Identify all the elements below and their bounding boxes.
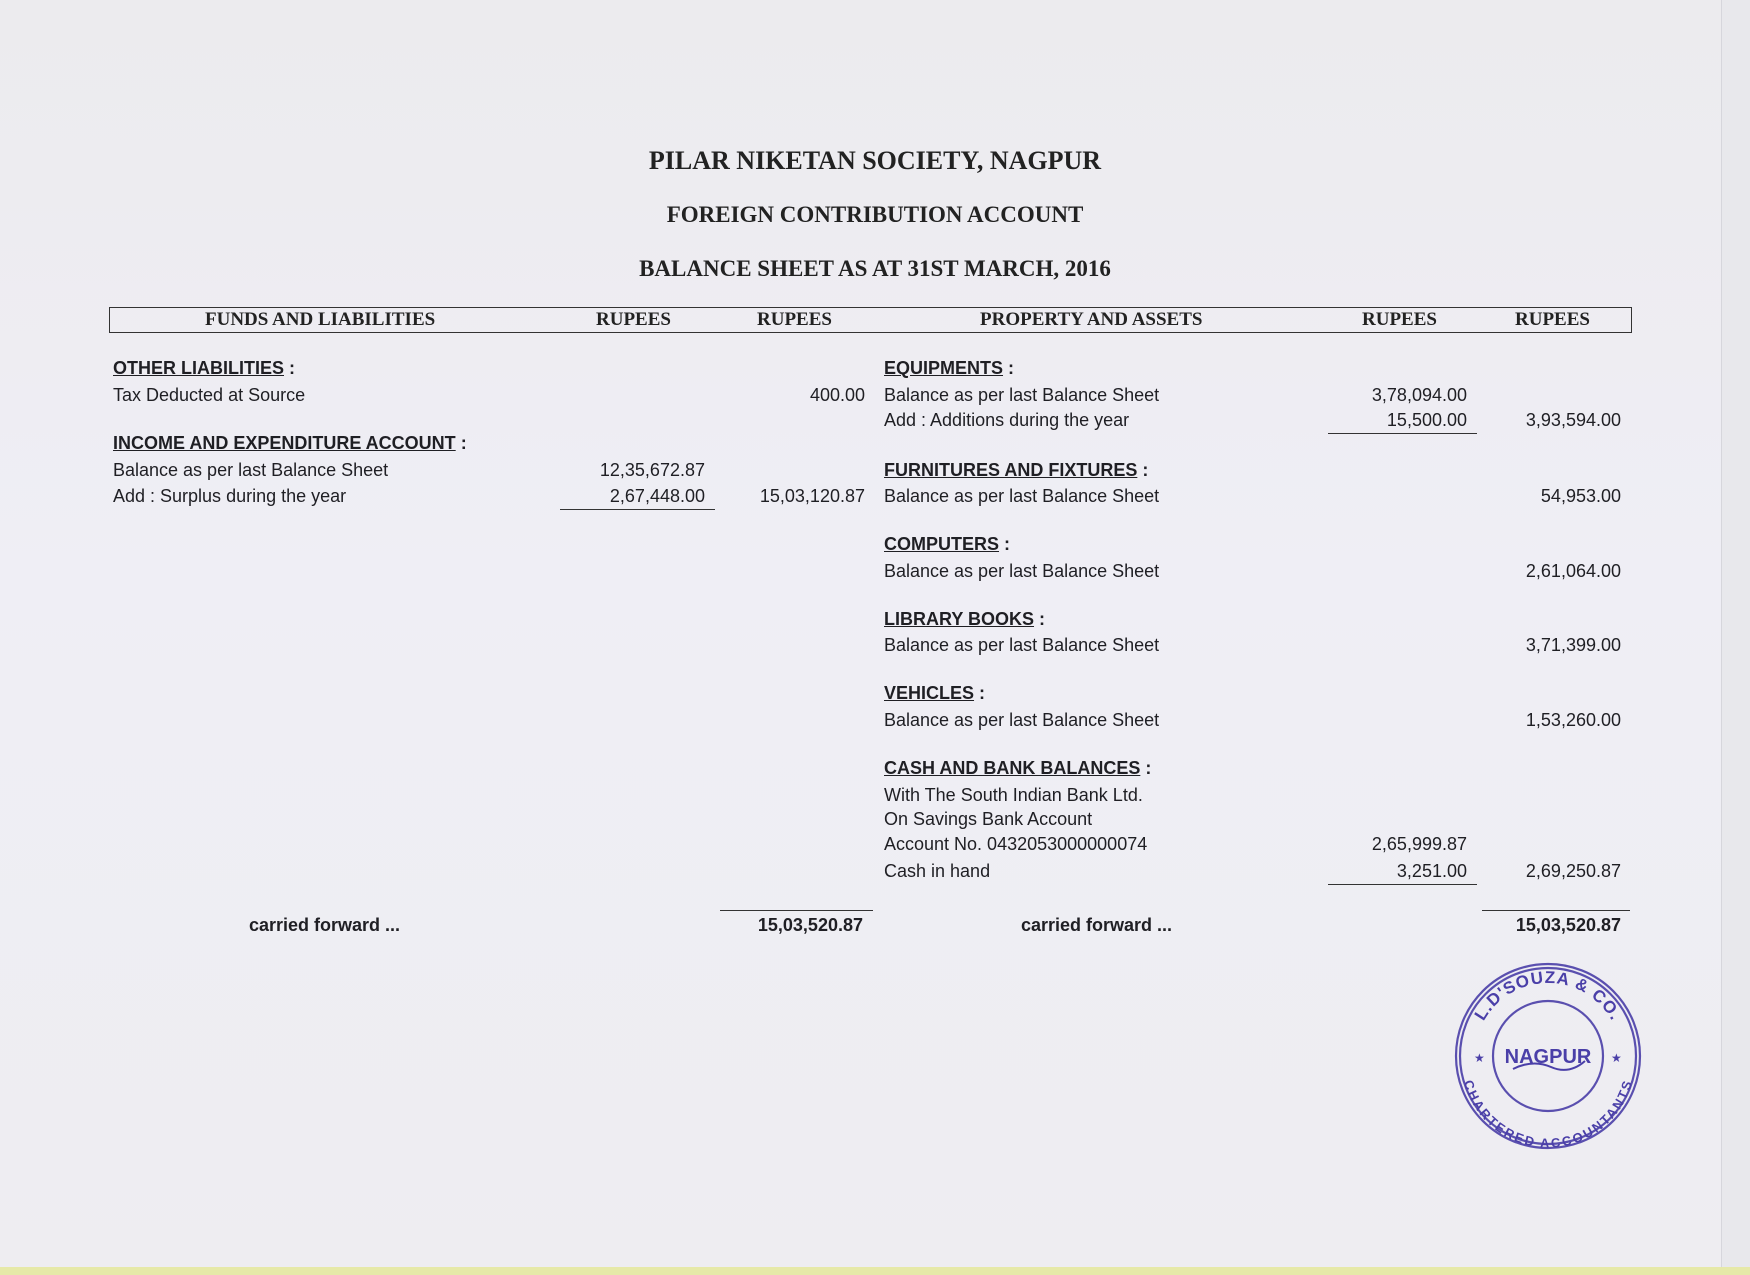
auditor-stamp xyxy=(1453,961,1643,1151)
cash-in-hand-amount: 3,251.00 xyxy=(1396,861,1467,881)
library-total: 3,71,399.00 xyxy=(1525,635,1621,655)
cash-total: 2,69,250.87 xyxy=(1525,861,1621,881)
vehicles-balance-label: Balance as per last Balance Sheet xyxy=(884,710,1160,730)
furnitures-heading: FURNITURES AND FIXTURES : xyxy=(884,460,1149,480)
cash-account-amount: 2,65,999.87 xyxy=(1371,834,1467,854)
ie-surplus-label: Add : Surplus during the year xyxy=(113,486,347,506)
equipments-additions-label: Add : Additions during the year xyxy=(884,410,1130,430)
ie-total: 15,03,120.87 xyxy=(759,486,865,506)
document-title: PILAR NIKETAN SOCIETY, NAGPUR xyxy=(648,146,1102,175)
document-subtitle: FOREIGN CONTRIBUTION ACCOUNT xyxy=(666,202,1084,227)
stamp-center-text: NAGPUR xyxy=(1504,1046,1592,1068)
liabilities-carried-total: 15,03,520.87 xyxy=(757,915,863,935)
computers-balance-label: Balance as per last Balance Sheet xyxy=(884,561,1160,581)
tds-label: Tax Deducted at Source xyxy=(113,385,306,405)
equipments-subtotal-rule xyxy=(1328,433,1477,434)
equipments-balance-label: Balance as per last Balance Sheet xyxy=(884,385,1160,405)
col-funds-liabilities: FUNDS AND LIABILITIES xyxy=(205,309,436,330)
ie-balance-amount: 12,35,672.87 xyxy=(599,460,705,480)
assets-carried-label: carried forward ... xyxy=(1021,915,1173,935)
equipments-balance-amount: 3,78,094.00 xyxy=(1371,385,1467,405)
assets-carried-total: 15,03,520.87 xyxy=(1515,915,1621,935)
cash-bank-heading: CASH AND BANK BALANCES : xyxy=(884,758,1152,778)
vehicles-total: 1,53,260.00 xyxy=(1525,710,1621,730)
cash-bank-line1: With The South Indian Bank Ltd. xyxy=(884,785,1143,805)
equipments-additions-amount: 15,500.00 xyxy=(1386,410,1467,430)
other-liabilities-heading: OTHER LIABILITIES : xyxy=(113,358,296,378)
stamp-top-text: L.D'SOUZA & CO. xyxy=(1470,967,1626,1024)
ie-surplus-amount: 2,67,448.00 xyxy=(609,486,705,506)
tds-total: 400.00 xyxy=(809,385,865,405)
library-books-heading: LIBRARY BOOKS : xyxy=(884,609,1046,629)
furnitures-balance-label: Balance as per last Balance Sheet xyxy=(884,486,1160,506)
equipments-total: 3,93,594.00 xyxy=(1525,410,1621,430)
liabilities-total-rule xyxy=(720,910,873,911)
cash-in-hand-label: Cash in hand xyxy=(884,861,991,881)
cash-account-label: Account No. 0432053000000074 xyxy=(884,834,1148,854)
cash-subtotal-rule xyxy=(1328,884,1477,885)
ie-subtotal-rule xyxy=(560,509,715,510)
stamp-bottom-text: CHARTERED ACCOUNTANTS xyxy=(1460,1078,1636,1151)
col-rupees-4: RUPEES xyxy=(1515,309,1590,330)
document-period: BALANCE SHEET AS AT 31ST MARCH, 2016 xyxy=(639,256,1111,281)
equipments-heading: EQUIPMENTS : xyxy=(884,358,1015,378)
assets-total-rule xyxy=(1482,910,1630,911)
col-rupees-1: RUPEES xyxy=(596,309,671,330)
income-expenditure-heading: INCOME AND EXPENDITURE ACCOUNT : xyxy=(113,433,467,453)
furnitures-total: 54,953.00 xyxy=(1540,486,1621,506)
stamp-star-icon-left: ★ xyxy=(1474,1051,1485,1065)
bottom-edge xyxy=(0,1267,1750,1275)
col-rupees-3: RUPEES xyxy=(1362,309,1437,330)
col-property-assets: PROPERTY AND ASSETS xyxy=(980,309,1203,330)
stamp-star-icon-right: ★ xyxy=(1611,1051,1622,1065)
liabilities-carried-label: carried forward ... xyxy=(249,915,401,935)
computers-total: 2,61,064.00 xyxy=(1525,561,1621,581)
col-rupees-2: RUPEES xyxy=(757,309,832,330)
computers-heading: COMPUTERS : xyxy=(884,534,1011,554)
library-balance-label: Balance as per last Balance Sheet xyxy=(884,635,1160,655)
page-edge xyxy=(1721,0,1750,1275)
vehicles-heading: VEHICLES : xyxy=(884,683,986,703)
ie-balance-label: Balance as per last Balance Sheet xyxy=(113,460,389,480)
cash-bank-line2: On Savings Bank Account xyxy=(884,809,1093,829)
